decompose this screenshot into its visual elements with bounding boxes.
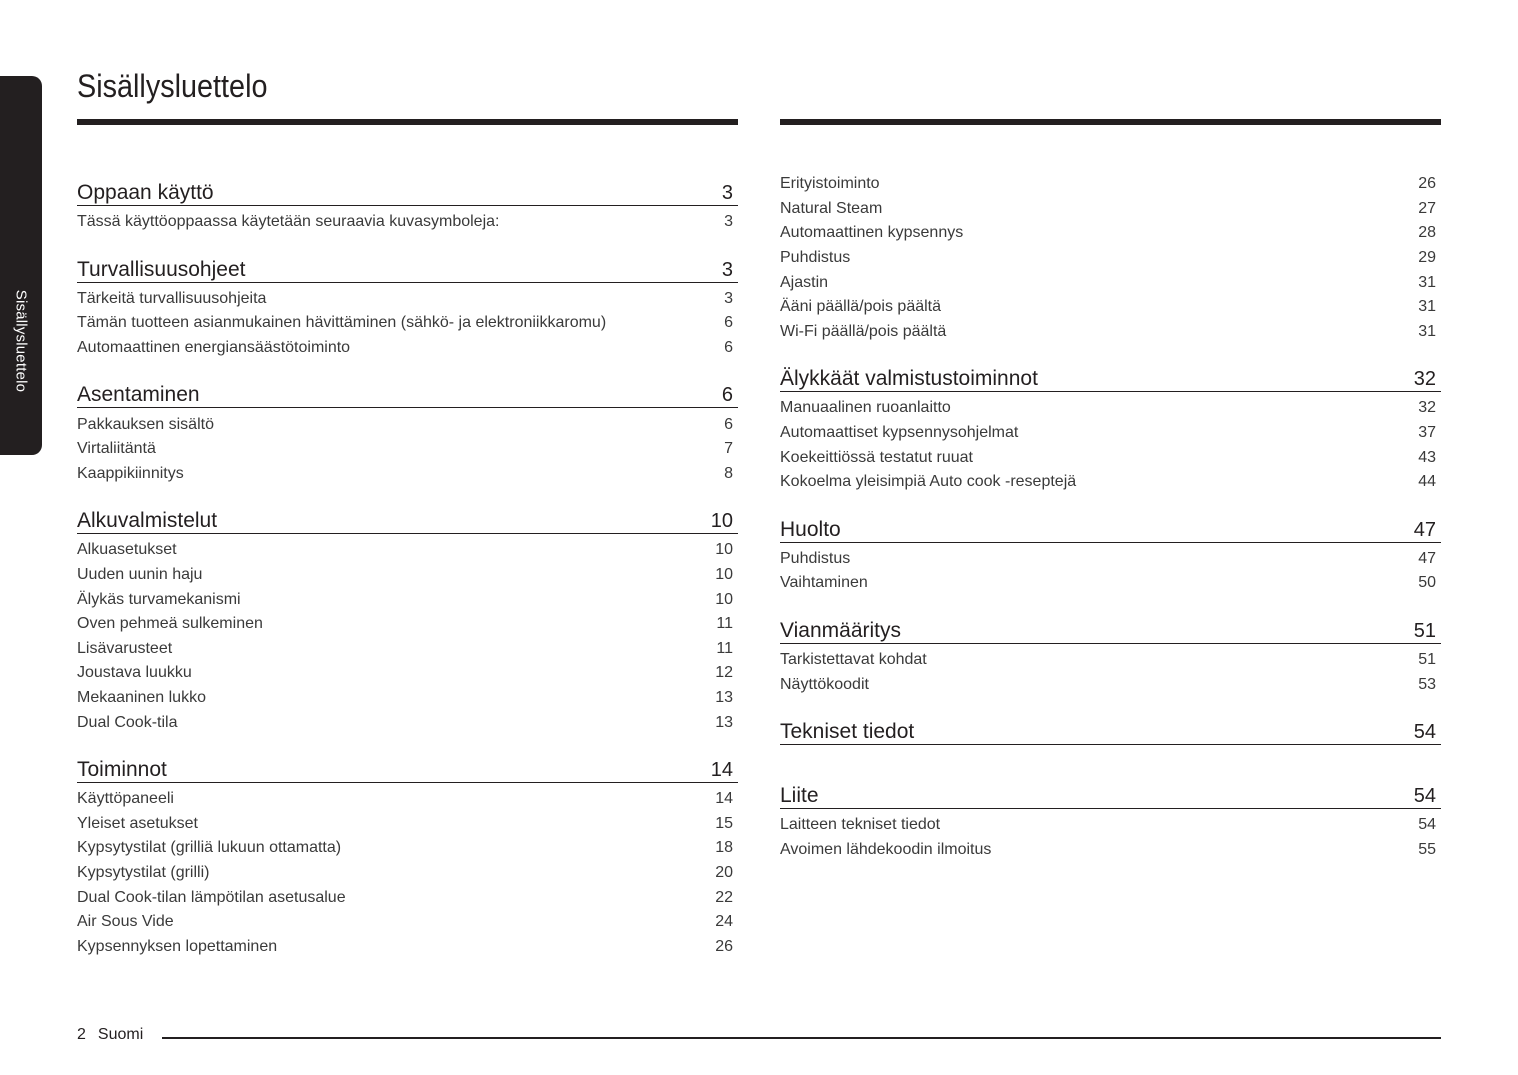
- toc-entry-page: 31: [1418, 273, 1436, 291]
- toc-entry[interactable]: [780, 270, 1441, 295]
- toc-entry[interactable]: [77, 437, 738, 462]
- toc-section-heading[interactable]: [77, 374, 738, 408]
- toc-entry-label: Kypsennyksen lopettaminen: [77, 937, 278, 955]
- section-gap: [77, 735, 738, 749]
- toc-entry-page: 32: [1418, 399, 1436, 417]
- toc-entry-page: 3: [724, 289, 733, 307]
- toc-section-page: 54: [1413, 784, 1436, 807]
- toc-entry-page: 53: [1418, 675, 1436, 693]
- section-gap: [780, 697, 1441, 711]
- toc-entry-page: 51: [1418, 651, 1436, 669]
- section-gap: [77, 235, 738, 249]
- toc-entry-page: 24: [715, 913, 733, 931]
- section-gap: [77, 360, 738, 374]
- toc-entry[interactable]: [77, 462, 738, 487]
- toc-section-title: Huolto: [780, 517, 841, 541]
- toc-entry-list: [77, 408, 738, 486]
- toc-entry[interactable]: [780, 396, 1441, 421]
- toc-entry-page: 10: [715, 590, 733, 608]
- toc-section-page: 14: [710, 758, 733, 781]
- toc-entry-page: 10: [715, 541, 733, 559]
- toc-column-left: [77, 172, 738, 959]
- toc-entry-label: Kokoelma yleisimpiä Auto cook -reseptejä: [780, 473, 1077, 491]
- toc-entry-label: Käyttöpaneeli: [77, 790, 174, 808]
- toc-entry-label: Laitteen tekniset tiedot: [780, 816, 941, 834]
- toc-entry-list: [780, 392, 1441, 494]
- toc-entry[interactable]: [77, 412, 738, 437]
- toc-section-heading[interactable]: [780, 610, 1441, 644]
- toc-entry-page: 29: [1418, 249, 1436, 267]
- toc-entry[interactable]: [77, 538, 738, 563]
- toc-entry[interactable]: [77, 587, 738, 612]
- toc-entry[interactable]: [780, 838, 1441, 863]
- section-gap: [780, 761, 1441, 775]
- toc-section-title: Vianmääritys: [780, 618, 901, 642]
- toc-entry-page: 27: [1418, 199, 1436, 217]
- toc-entry-label: Näyttökoodit: [780, 675, 869, 693]
- toc-entry-label: Uuden uunin haju: [77, 566, 203, 584]
- section-gap: [77, 486, 738, 500]
- toc-entry-label: Tässä käyttöoppaassa käytetään seuraavia kuvasymboleja:: [77, 213, 500, 231]
- footer-rule: [162, 1037, 1441, 1039]
- side-tab-label: Sisällysluettelo: [12, 289, 30, 393]
- toc-entry-label: Natural Steam: [780, 199, 883, 217]
- toc-entry[interactable]: [77, 861, 738, 886]
- toc-entry-label: Vaihtaminen: [780, 574, 868, 592]
- toc-entry-page: 26: [1418, 175, 1436, 193]
- toc-section-heading[interactable]: [780, 358, 1441, 392]
- toc-entry-page: 31: [1418, 322, 1436, 340]
- toc-entry[interactable]: [780, 571, 1441, 596]
- toc-entry-label: Wi-Fi päällä/pois päältä: [780, 322, 947, 340]
- toc-entry[interactable]: [780, 172, 1441, 197]
- toc-entry-label: Mekaaninen lukko: [77, 689, 206, 707]
- page-title: Sisällysluettelo: [77, 68, 268, 104]
- toc-section-title: Älykkäät valmistustoiminnot: [780, 367, 1038, 391]
- toc-section-heading[interactable]: [77, 749, 738, 783]
- toc-entry-label: Koekeittiössä testatut ruuat: [780, 448, 973, 466]
- page-footer: [77, 1026, 143, 1044]
- title-rule-left: [77, 119, 738, 125]
- toc-entry[interactable]: [780, 672, 1441, 697]
- toc-entry-label: Kypsytystilat (grilli): [77, 863, 210, 881]
- toc-entry-label: Virtaliitäntä: [77, 440, 156, 458]
- toc-entry[interactable]: [77, 336, 738, 361]
- toc-entry-page: 28: [1418, 224, 1436, 242]
- toc-entry-label: Erityistoiminto: [780, 175, 880, 193]
- toc-entry-label: Automaattinen energiansäästötoiminto: [77, 339, 351, 357]
- toc-entry[interactable]: [780, 421, 1441, 446]
- toc-entry-label: Puhdistus: [780, 249, 851, 267]
- toc-section-title: Toiminnot: [77, 757, 167, 781]
- toc-entry-label: Lisävarusteet: [77, 639, 173, 657]
- toc-entry-label: Automaattiset kypsennysohjelmat: [780, 424, 1019, 442]
- toc-section-title: Oppaan käyttö: [77, 181, 214, 204]
- toc-entry-page: 3: [724, 213, 733, 231]
- toc-entry-page: 37: [1418, 424, 1436, 442]
- toc-section-heading[interactable]: [77, 172, 738, 206]
- toc-entry-label: Dual Cook-tilan lämpötilan asetusalue: [77, 888, 346, 906]
- toc-entry-list: [77, 783, 738, 959]
- section-gap: [780, 495, 1441, 509]
- toc-section-page: 3: [721, 258, 733, 281]
- toc-entry[interactable]: [77, 287, 738, 312]
- toc-entry-page: 6: [724, 314, 733, 332]
- toc-section-page: 51: [1413, 619, 1436, 642]
- toc-section-title: Turvallisuusohjeet: [77, 257, 246, 281]
- toc-entry[interactable]: [77, 210, 738, 235]
- toc-section-title: Asentaminen: [77, 383, 200, 407]
- toc-entry-label: Alkuasetukset: [77, 541, 177, 559]
- toc-entry[interactable]: [780, 813, 1441, 838]
- toc-entry-page: 54: [1418, 816, 1436, 834]
- toc-entry-list: [77, 206, 738, 235]
- toc-section-title: Tekniset tiedot: [780, 719, 915, 743]
- toc-section-page: 32: [1413, 368, 1436, 391]
- toc-section-heading[interactable]: [780, 509, 1441, 543]
- toc-entry[interactable]: [77, 934, 738, 959]
- toc-entry-label: Tämän tuotteen asianmukainen hävittäminen (sähkö- ja elektroniikkaromu): [77, 314, 607, 332]
- toc-entry-label: Avoimen lähdekoodin ilmoitus: [780, 840, 992, 858]
- toc-section-heading[interactable]: [780, 711, 1441, 745]
- toc-entry[interactable]: [77, 637, 738, 662]
- toc-entry-page: 6: [724, 339, 733, 357]
- toc-section-heading[interactable]: [77, 249, 738, 283]
- toc-entry[interactable]: [780, 470, 1441, 495]
- toc-column-right: [780, 172, 1441, 862]
- toc-entry-list: [780, 644, 1441, 697]
- toc-entry[interactable]: [77, 885, 738, 910]
- toc-continued-list: [780, 172, 1441, 344]
- toc-entry-label: Oven pehmeä sulkeminen: [77, 615, 263, 633]
- toc-section-heading[interactable]: [780, 775, 1441, 809]
- toc-section-page: 47: [1413, 518, 1436, 541]
- toc-entry-page: 18: [715, 839, 733, 857]
- toc-entry[interactable]: [77, 661, 738, 686]
- toc-entry-label: Yleiset asetukset: [77, 814, 198, 832]
- toc-entry-page: 11: [716, 639, 733, 657]
- toc-section-page: 6: [721, 384, 733, 407]
- toc-entry-page: 15: [715, 814, 733, 832]
- toc-entry[interactable]: [77, 710, 738, 735]
- toc-entry[interactable]: [77, 836, 738, 861]
- toc-entry[interactable]: [77, 612, 738, 637]
- toc-section-page: 10: [710, 510, 733, 533]
- toc-entry[interactable]: [780, 320, 1441, 345]
- toc-entry-label: Joustava luukku: [77, 664, 192, 682]
- toc-entry-list: [780, 543, 1441, 596]
- section-spacer: [780, 745, 1441, 761]
- toc-entry-page: 50: [1418, 574, 1436, 592]
- toc-entry-page: 31: [1418, 298, 1436, 316]
- toc-entry-page: 14: [715, 790, 733, 808]
- toc-entry-page: 47: [1418, 549, 1436, 567]
- toc-entry[interactable]: [77, 686, 738, 711]
- toc-entry-page: 10: [715, 566, 733, 584]
- toc-entry[interactable]: [780, 445, 1441, 470]
- toc-entry-page: 22: [715, 888, 733, 906]
- toc-section-title: Alkuvalmistelut: [77, 509, 218, 533]
- toc-entry-label: Tarkistettavat kohdat: [780, 651, 927, 669]
- toc-entry[interactable]: [77, 563, 738, 588]
- toc-entry-page: 13: [715, 689, 733, 707]
- toc-entry-label: Manuaalinen ruoanlaitto: [780, 399, 951, 417]
- toc-entry-label: Kypsytystilat (grilliä lukuun ottamatta): [77, 839, 342, 857]
- toc-section-page: 3: [721, 182, 733, 204]
- toc-entry-label: Tärkeitä turvallisuusohjeita: [77, 289, 267, 307]
- toc-entry[interactable]: [780, 221, 1441, 246]
- toc-entry-page: 43: [1418, 448, 1436, 466]
- toc-entry-list: [77, 283, 738, 361]
- toc-entry-page: 26: [715, 937, 733, 955]
- toc-entry[interactable]: [780, 648, 1441, 673]
- toc-section-page: 54: [1413, 720, 1436, 743]
- title-rule-right: [780, 119, 1441, 125]
- toc-entry-label: Ajastin: [780, 273, 829, 291]
- toc-entry-label: Puhdistus: [780, 549, 851, 567]
- section-gap: [780, 596, 1441, 610]
- page-number: 2: [77, 1026, 86, 1043]
- toc-entry-label: Ääni päällä/pois päältä: [780, 298, 942, 316]
- toc-entry-label: Kaappikiinnitys: [77, 464, 184, 482]
- section-gap: [780, 344, 1441, 358]
- toc-entry-page: 6: [724, 415, 733, 433]
- toc-entry-page: 44: [1418, 473, 1436, 491]
- toc-entry-list: [77, 534, 738, 735]
- footer-language: Suomi: [97, 1026, 144, 1043]
- toc-entry-page: 13: [715, 713, 733, 731]
- toc-section-heading[interactable]: [77, 500, 738, 534]
- toc-entry[interactable]: [77, 812, 738, 837]
- toc-entry[interactable]: [780, 197, 1441, 222]
- toc-entry[interactable]: [780, 295, 1441, 320]
- toc-entry-page: 8: [724, 464, 733, 482]
- toc-entry-page: 12: [715, 664, 733, 682]
- toc-entry-label: Dual Cook-tila: [77, 713, 178, 731]
- toc-entry-label: Automaattinen kypsennys: [780, 224, 964, 242]
- toc-entry-label: Air Sous Vide: [77, 913, 174, 931]
- toc-entry-list: [780, 809, 1441, 862]
- toc-section-title: Liite: [780, 783, 819, 807]
- toc-entry[interactable]: [780, 246, 1441, 271]
- toc-entry[interactable]: [77, 910, 738, 935]
- toc-entry-page: 20: [715, 863, 733, 881]
- toc-entry-label: Älykäs turvamekanismi: [77, 590, 241, 608]
- toc-entry-page: 55: [1418, 840, 1436, 858]
- toc-entry-label: Pakkauksen sisältö: [77, 415, 214, 433]
- toc-entry[interactable]: [77, 311, 738, 336]
- toc-entry[interactable]: [77, 787, 738, 812]
- toc-entry-page: 7: [724, 440, 733, 458]
- side-tab[interactable]: [0, 76, 42, 455]
- toc-entry-page: 11: [716, 615, 733, 633]
- toc-entry[interactable]: [780, 547, 1441, 572]
